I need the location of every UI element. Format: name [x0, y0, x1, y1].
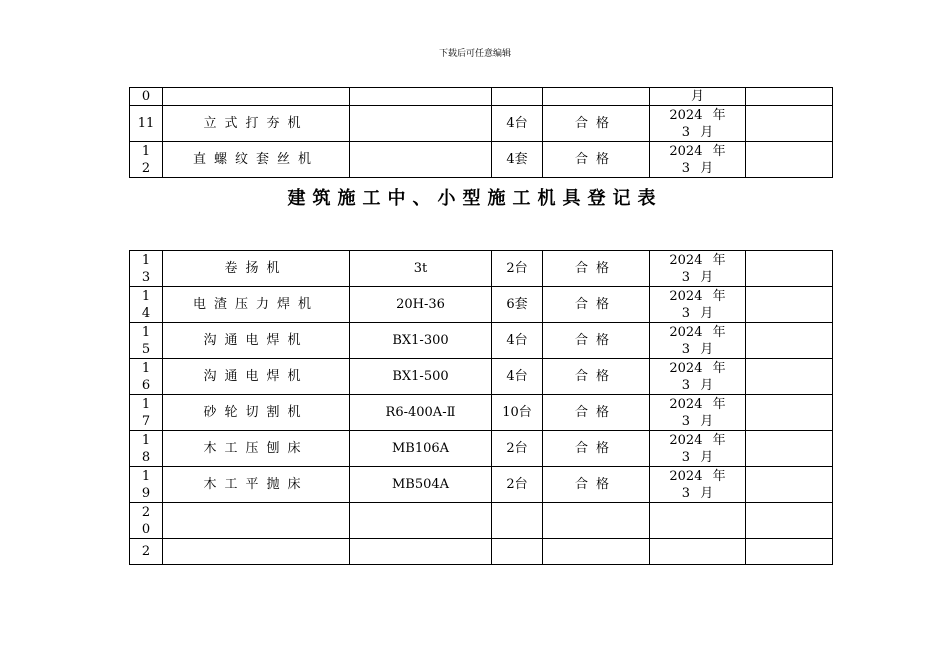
registration-date: 2024 年 3 月	[650, 431, 746, 467]
equipment-name	[163, 539, 350, 565]
equipment-qty	[492, 503, 543, 539]
equipment-table-top	[129, 87, 833, 178]
remark-cell	[746, 142, 833, 178]
equipment-qty: 4台	[492, 359, 543, 395]
row-number: 2	[130, 539, 163, 565]
table-row	[130, 539, 833, 565]
equipment-qty	[492, 88, 543, 106]
registration-date: 2024 年 3 月	[650, 467, 746, 503]
registration-date: 月	[650, 88, 746, 106]
remark-cell	[746, 323, 833, 359]
equipment-spec: BX1-300	[350, 323, 492, 359]
equipment-name: 电渣压力焊机	[163, 287, 350, 323]
equipment-spec	[350, 503, 492, 539]
equipment-spec: 3t	[350, 251, 492, 287]
equipment-qty: 2台	[492, 431, 543, 467]
row-number: 13	[130, 251, 163, 287]
table-row	[130, 503, 833, 539]
row-number: 12	[130, 142, 163, 178]
remark-cell	[746, 503, 833, 539]
equipment-table-main	[129, 250, 833, 565]
equipment-name: 直螺纹套丝机	[163, 142, 350, 178]
table-row	[130, 106, 833, 142]
row-number: 14	[130, 287, 163, 323]
remark-cell	[746, 467, 833, 503]
equipment-qty: 2台	[492, 251, 543, 287]
remark-cell	[746, 431, 833, 467]
equipment-qty	[492, 539, 543, 565]
equipment-status: 合格	[543, 467, 650, 503]
registration-date: 2024 年 3 月	[650, 359, 746, 395]
equipment-status	[543, 88, 650, 106]
equipment-name: 立式打夯机	[163, 106, 350, 142]
table-row	[130, 359, 833, 395]
table-row	[130, 467, 833, 503]
registration-date: 2024 年 3 月	[650, 106, 746, 142]
registration-date: 2024 年 3 月	[650, 323, 746, 359]
equipment-name: 砂轮切割机	[163, 395, 350, 431]
equipment-spec	[350, 142, 492, 178]
remark-cell	[746, 287, 833, 323]
remark-cell	[746, 88, 833, 106]
registration-date: 2024 年 3 月	[650, 251, 746, 287]
equipment-spec: MB504A	[350, 467, 492, 503]
equipment-name	[163, 503, 350, 539]
equipment-qty: 2台	[492, 467, 543, 503]
row-number: 20	[130, 503, 163, 539]
equipment-status	[543, 539, 650, 565]
equipment-qty: 10台	[492, 395, 543, 431]
header-note: 下载后可任意编辑	[438, 49, 511, 59]
equipment-spec: 20H-36	[350, 287, 492, 323]
equipment-name: 木工平抛床	[163, 467, 350, 503]
equipment-name	[163, 88, 350, 106]
registration-date	[650, 539, 746, 565]
registration-date: 2024 年 3 月	[650, 287, 746, 323]
equipment-qty: 4套	[492, 142, 543, 178]
remark-cell	[746, 106, 833, 142]
equipment-status: 合格	[543, 142, 650, 178]
row-number: 19	[130, 467, 163, 503]
equipment-spec	[350, 88, 492, 106]
equipment-status: 合格	[543, 287, 650, 323]
registration-date: 2024 年 3 月	[650, 142, 746, 178]
registration-date	[650, 503, 746, 539]
equipment-qty: 4台	[492, 106, 543, 142]
equipment-status	[543, 503, 650, 539]
equipment-status: 合格	[543, 431, 650, 467]
registration-date: 2024 年 3 月	[650, 395, 746, 431]
remark-cell	[746, 539, 833, 565]
equipment-name: 卷扬机	[163, 251, 350, 287]
remark-cell	[746, 359, 833, 395]
table-row	[130, 431, 833, 467]
equipment-spec	[350, 539, 492, 565]
equipment-qty: 6套	[492, 287, 543, 323]
row-number: 11	[130, 106, 163, 142]
row-number: 0	[130, 88, 163, 106]
equipment-name: 沟通电焊机	[163, 359, 350, 395]
remark-cell	[746, 251, 833, 287]
equipment-spec: BX1-500	[350, 359, 492, 395]
equipment-name: 沟通电焊机	[163, 323, 350, 359]
remark-cell	[746, 395, 833, 431]
row-number: 15	[130, 323, 163, 359]
row-number: 18	[130, 431, 163, 467]
equipment-status: 合格	[543, 251, 650, 287]
equipment-spec: R6-400A-Ⅱ	[350, 395, 492, 431]
table-row	[130, 88, 833, 106]
row-number: 16	[130, 359, 163, 395]
equipment-status: 合格	[543, 106, 650, 142]
equipment-name: 木工压刨床	[163, 431, 350, 467]
table-row	[130, 251, 833, 287]
table-row	[130, 142, 833, 178]
table-row	[130, 323, 833, 359]
equipment-spec: MB106A	[350, 431, 492, 467]
table-row	[130, 395, 833, 431]
equipment-status: 合格	[543, 395, 650, 431]
equipment-spec	[350, 106, 492, 142]
equipment-qty: 4台	[492, 323, 543, 359]
page-title: 建筑施工中、小型施工机具登记表	[287, 188, 663, 209]
equipment-status: 合格	[543, 359, 650, 395]
equipment-status: 合格	[543, 323, 650, 359]
table-row	[130, 287, 833, 323]
row-number: 17	[130, 395, 163, 431]
